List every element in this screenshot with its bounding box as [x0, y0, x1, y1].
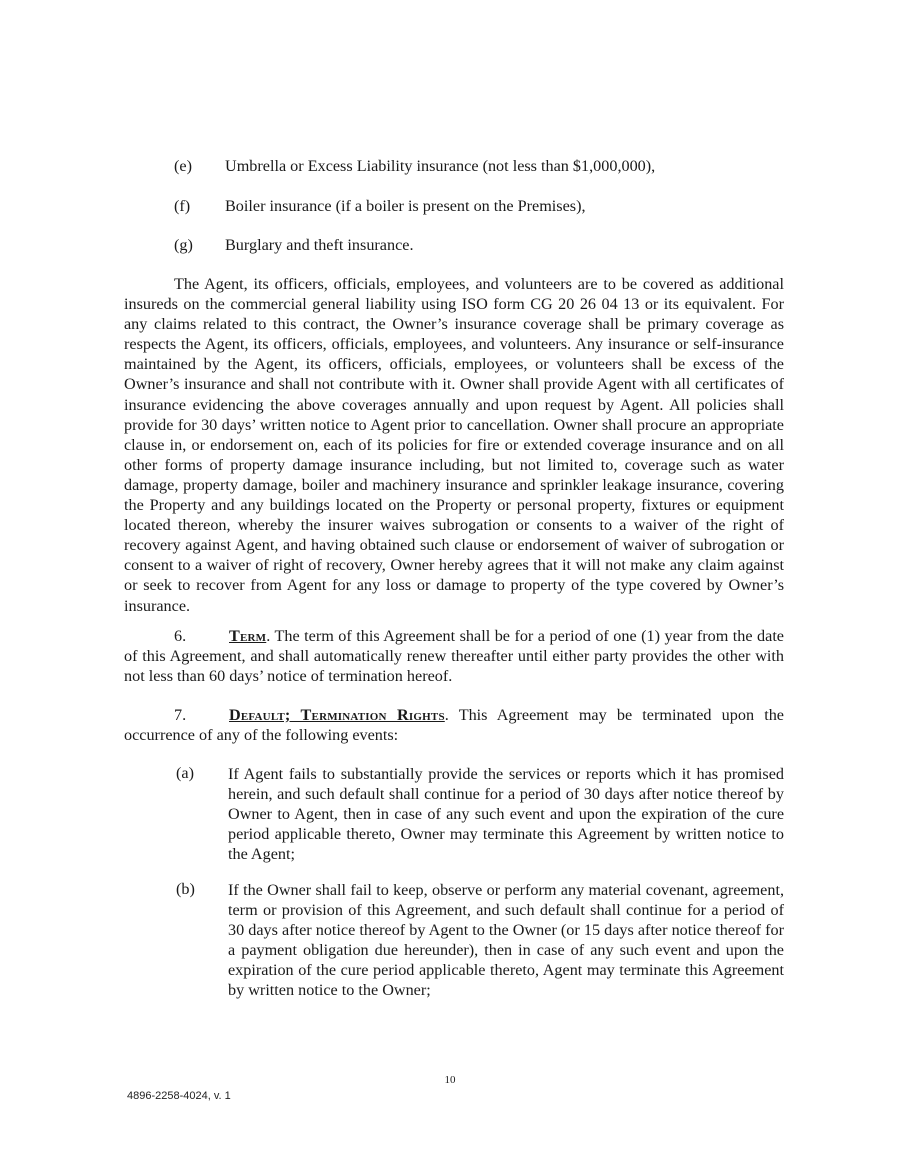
page-number: 10 [444, 1074, 456, 1086]
list-item-text: If Agent fails to substantially provide the services or reports which it has promised herein, and such default shall continue for a period of 30 days after notice thereof by Owner to Agent, then in case of any such event and upon the expiration of the cure period applicable thereto, Owner may terminate this Agreement by written notice to the Agent; [228, 765, 784, 864]
list-item-text: If the Owner shall fail to keep, observe or perform any material covenant, agreement, term or provision of this Agreement, and such default shall continue for a period of 30 days after notice thereof by Agent to the Owner (or 15 days after notice thereof for a payment obligation due hereunder), then in case of any such event and upon the expiration of the cure period applicable thereto, Agent may terminate this Agreement by written notice to the Owner; [228, 881, 784, 1000]
section-term [124, 626, 784, 686]
list-item-text: Umbrella or Excess Liability insurance (not less than $1,000,000), [225, 157, 656, 175]
section-heading: Term [229, 627, 267, 645]
section-text: . This Agreement may be terminated upon the occurrence of any of the following events: [124, 706, 784, 745]
insurance-paragraph [124, 274, 784, 616]
list-item-label: (b) [176, 880, 195, 898]
section-text: . The term of this Agreement shall be for a period of one (1) year from the date of this Agreement, and shall automatically renew thereafter until either party provides the other with not less than 60 days’ notice of termination hereof. [124, 627, 784, 686]
section-heading: Default; Termination Rights [229, 706, 445, 724]
list-item-label: (g) [174, 236, 193, 254]
section-number: 7. [174, 706, 187, 724]
list-item-label: (e) [174, 157, 192, 175]
list-item-text: Burglary and theft insurance. [225, 236, 414, 254]
document-id: 4896-2258-4024, v. 1 [127, 1090, 231, 1102]
section-default-termination [124, 705, 784, 745]
list-item-label: (f) [174, 197, 191, 215]
list-item-text: Boiler insurance (if a boiler is present on the Premises), [225, 197, 586, 215]
insurance-paragraph-text: The Agent, its officers, officials, employees, and volunteers are to be covered as additional insureds on the commercial general liability using ISO form CG 20 26 04 13 or its equivalent. For any claims related to this contract, the Owner’s insurance coverage shall be primary coverage as respects the Agent, its officers, officials, employees, and volunteers. Any insurance or self-insurance maintained by the Agent, its officers, officials, employees, or volunteers shall be excess of the Owner’s insurance and shall not contribute with it. Owner shall provide Agent with all certificates of insurance evidencing the above coverages annually and upon request by Agent. All policies shall provide for 30 days’ written notice to Agent prior to cancellation. Owner shall procure an appropriate clause in, or endorsement on, each of its policies for fire or extended coverage insurance and on all other forms of property damage insurance including, but not limited to, coverage such as water damage, property damage, boiler and machinery insurance and sprinkler leakage insurance, covering the Property and any buildings located on the Property or personal property, fixtures or equipment located thereon, whereby the insurer waives subrogation or consents to a waiver of the right of recovery against Agent, and having obtained such clause or endorsement of waiver of subrogation or consent to a waiver of right of recovery, Owner hereby agrees that it will not make any claim against or seek to recover from Agent for any loss or damage to property of the type covered by Owner’s insurance. [124, 275, 784, 615]
section-number: 6. [174, 627, 187, 645]
list-item-label: (a) [176, 764, 194, 782]
